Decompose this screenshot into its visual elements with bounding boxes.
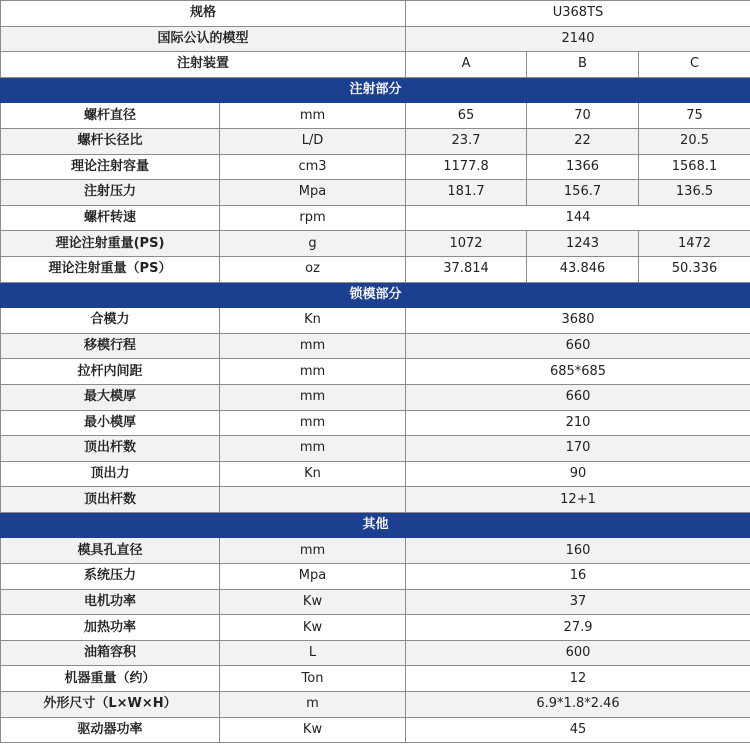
spec-label: 机器重量（约） xyxy=(1,666,220,692)
spec-unit: mm xyxy=(220,384,406,410)
header-label: 规格 xyxy=(1,1,406,27)
spec-unit: mm xyxy=(220,410,406,436)
spec-row xyxy=(1,154,750,180)
spec-value: 43.846 xyxy=(527,256,639,282)
spec-unit: oz xyxy=(220,256,406,282)
header-row xyxy=(1,26,750,52)
spec-unit: m xyxy=(220,692,406,718)
spec-value: 90 xyxy=(406,461,750,487)
header-value: A xyxy=(406,52,527,78)
spec-label: 理论注射重量(PS) xyxy=(1,231,220,257)
spec-value: 210 xyxy=(406,410,750,436)
spec-value: 1568.1 xyxy=(639,154,750,180)
spec-label: 系统压力 xyxy=(1,564,220,590)
spec-value: 660 xyxy=(406,333,750,359)
spec-row xyxy=(1,231,750,257)
spec-value: 1366 xyxy=(527,154,639,180)
spec-value: 660 xyxy=(406,384,750,410)
spec-label: 螺杆转速 xyxy=(1,205,220,231)
spec-row xyxy=(1,333,750,359)
spec-label: 油箱容积 xyxy=(1,640,220,666)
spec-label: 移模行程 xyxy=(1,333,220,359)
spec-label: 外形尺寸（L×W×H） xyxy=(1,692,220,718)
spec-unit: Mpa xyxy=(220,180,406,206)
section-header xyxy=(1,282,750,308)
spec-row xyxy=(1,128,750,154)
spec-row xyxy=(1,256,750,282)
spec-label: 顶出杆数 xyxy=(1,487,220,513)
spec-value: 37 xyxy=(406,589,750,615)
spec-value: 170 xyxy=(406,436,750,462)
spec-unit: mm xyxy=(220,436,406,462)
spec-row xyxy=(1,359,750,385)
spec-row xyxy=(1,640,750,666)
spec-label: 螺杆长径比 xyxy=(1,128,220,154)
header-value: 2140 xyxy=(406,26,750,52)
spec-label: 合模力 xyxy=(1,308,220,334)
spec-label: 注射压力 xyxy=(1,180,220,206)
spec-value: 6.9*1.8*2.46 xyxy=(406,692,750,718)
spec-value: 1243 xyxy=(527,231,639,257)
spec-unit xyxy=(220,487,406,513)
section-title: 注射部分 xyxy=(1,77,750,103)
spec-unit: Kn xyxy=(220,308,406,334)
spec-row xyxy=(1,564,750,590)
spec-unit: g xyxy=(220,231,406,257)
spec-unit: rpm xyxy=(220,205,406,231)
spec-value: 23.7 xyxy=(406,128,527,154)
spec-row xyxy=(1,461,750,487)
spec-value: 1072 xyxy=(406,231,527,257)
spec-unit: Kw xyxy=(220,717,406,743)
spec-value: 600 xyxy=(406,640,750,666)
spec-value: 75 xyxy=(639,103,750,129)
spec-unit: L/D xyxy=(220,128,406,154)
spec-label: 拉杆内间距 xyxy=(1,359,220,385)
spec-row xyxy=(1,436,750,462)
spec-row xyxy=(1,538,750,564)
spec-value: 37.814 xyxy=(406,256,527,282)
spec-value: 22 xyxy=(527,128,639,154)
spec-value: 70 xyxy=(527,103,639,129)
spec-row xyxy=(1,717,750,743)
spec-unit: Kw xyxy=(220,615,406,641)
spec-unit: Kw xyxy=(220,589,406,615)
spec-row xyxy=(1,692,750,718)
header-label: 注射装置 xyxy=(1,52,406,78)
spec-unit: Ton xyxy=(220,666,406,692)
section-title: 其他 xyxy=(1,512,750,538)
header-row xyxy=(1,52,750,78)
spec-unit: mm xyxy=(220,103,406,129)
header-row xyxy=(1,1,750,27)
spec-value: 144 xyxy=(406,205,750,231)
spec-label: 电机功率 xyxy=(1,589,220,615)
spec-row xyxy=(1,205,750,231)
spec-label: 最大模厚 xyxy=(1,384,220,410)
spec-value: 685*685 xyxy=(406,359,750,385)
spec-value: 181.7 xyxy=(406,180,527,206)
spec-value: 1472 xyxy=(639,231,750,257)
spec-label: 顶出力 xyxy=(1,461,220,487)
spec-value: 136.5 xyxy=(639,180,750,206)
spec-label: 理论注射容量 xyxy=(1,154,220,180)
spec-value: 1177.8 xyxy=(406,154,527,180)
spec-value: 45 xyxy=(406,717,750,743)
header-value: U368TS xyxy=(406,1,750,27)
spec-row xyxy=(1,589,750,615)
spec-unit: mm xyxy=(220,333,406,359)
spec-label: 模具孔直径 xyxy=(1,538,220,564)
spec-value: 160 xyxy=(406,538,750,564)
spec-value: 27.9 xyxy=(406,615,750,641)
spec-row xyxy=(1,615,750,641)
section-header xyxy=(1,512,750,538)
spec-value: 20.5 xyxy=(639,128,750,154)
spec-value: 3680 xyxy=(406,308,750,334)
spec-value: 12 xyxy=(406,666,750,692)
spec-label: 顶出杆数 xyxy=(1,436,220,462)
section-title: 锁模部分 xyxy=(1,282,750,308)
spec-row xyxy=(1,487,750,513)
header-value: C xyxy=(639,52,750,78)
spec-row xyxy=(1,666,750,692)
spec-value: 50.336 xyxy=(639,256,750,282)
spec-label: 最小模厚 xyxy=(1,410,220,436)
spec-unit: L xyxy=(220,640,406,666)
spec-unit: mm xyxy=(220,359,406,385)
header-value: B xyxy=(527,52,639,78)
spec-row xyxy=(1,308,750,334)
spec-value: 12+1 xyxy=(406,487,750,513)
spec-label: 理论注射重量（PS） xyxy=(1,256,220,282)
spec-unit: mm xyxy=(220,538,406,564)
spec-value: 65 xyxy=(406,103,527,129)
spec-unit: Mpa xyxy=(220,564,406,590)
spec-label: 螺杆直径 xyxy=(1,103,220,129)
spec-row xyxy=(1,384,750,410)
spec-label: 加热功率 xyxy=(1,615,220,641)
spec-value: 156.7 xyxy=(527,180,639,206)
spec-label: 驱动器功率 xyxy=(1,717,220,743)
spec-row xyxy=(1,180,750,206)
spec-value: 16 xyxy=(406,564,750,590)
section-header xyxy=(1,77,750,103)
spec-row xyxy=(1,410,750,436)
spec-unit: Kn xyxy=(220,461,406,487)
header-label: 国际公认的模型 xyxy=(1,26,406,52)
spec-unit: cm3 xyxy=(220,154,406,180)
spec-row xyxy=(1,103,750,129)
